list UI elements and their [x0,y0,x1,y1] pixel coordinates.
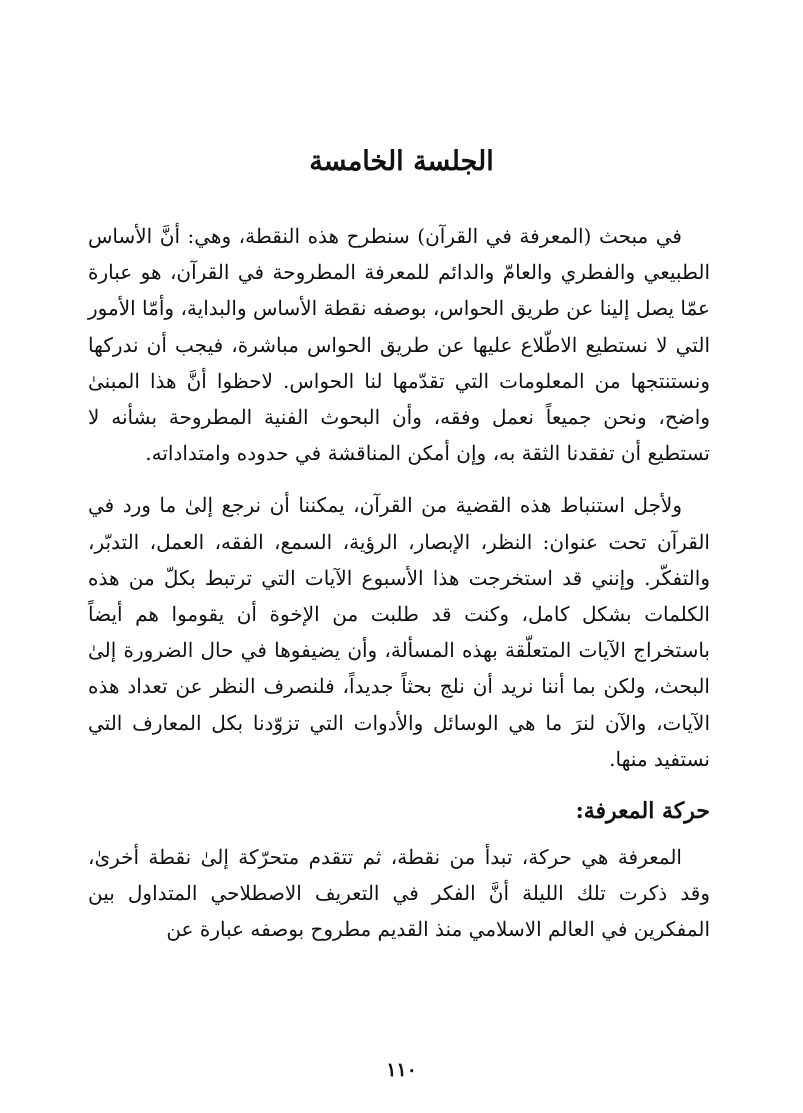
paragraph [88,218,710,471]
paragraph-text: المعرفة هي حركة، تبدأ من نقطة، ثم تتقدم متحرّكة إلىٰ نقطة أخرىٰ، وقد ذكرت تلك الليلة أنَّ الفكر في التعريف الاصطلاحي المتداول بين المفكرين في العالم الاسلامي منذ القديم مطروح بوصفه عبارة عن [88,845,710,942]
chapter-title: الجلسة الخامسة [309,146,494,177]
page-number: ١١٠ [386,1059,417,1081]
paragraph [88,839,710,948]
paragraph-text: في مبحث (المعرفة في القرآن) سنطرح هذه النقطة، وهي: أنَّ الأساس الطبيعي والفطري والعامّ والدائم للمعرفة المطروحة في القرآن، هو عبارة عمّا يصل إلينا عن طريق الحواس، بوصفه نقطة الأساس والبداية، وأمّا الأمور التي لا نستطيع الاطّلاع عليها عن طريق الحواس مباشرة، فيجب أن ندركها ونستنتجها من المعلومات التي تقدّمها لنا الحواس. لاحظوا أنَّ هذا المبنىٰ واضح، ونحن جميعاً نعمل وفقه، وأن البحوث الفنية المطروحة بشأنه لا تستطيع أن تفقدنا الثقة به، وإن أمكن المناقشة في حدوده وامتداداته. [88,224,710,466]
section-heading: حركة المعرفة: [575,798,710,825]
paragraph-text: ولأجل استنباط هذه القضية من القرآن، يمكننا أن نرجع إلىٰ ما ورد في القرآن تحت عنوان: النظر، الإبصار، الرؤية، السمع، الفقه، العمل، التدبّر، والتفكّر. وإنني قد استخرجت هذا الأسبوع الآيات التي ترتبط بكلّ من هذه الكلمات بشكل كامل، وكنت قد طلبت من الإخوة أن يقوموا هم أيضاً باستخراج الآيات المتعلّقة بهذه المسألة، وأن يضيفوها في حال الضرورة إلىٰ البحث، ولكن بما أننا نريد أن نلج بحثاً جديداً، فلنصرف النظر عن تعداد هذه الآيات، والآن لنرَ ما هي الوسائل والأدوات التي تزوّدنا بكل المعارف التي نستفيد منها. [88,493,710,771]
paragraph [88,487,710,777]
body-text [88,218,710,948]
